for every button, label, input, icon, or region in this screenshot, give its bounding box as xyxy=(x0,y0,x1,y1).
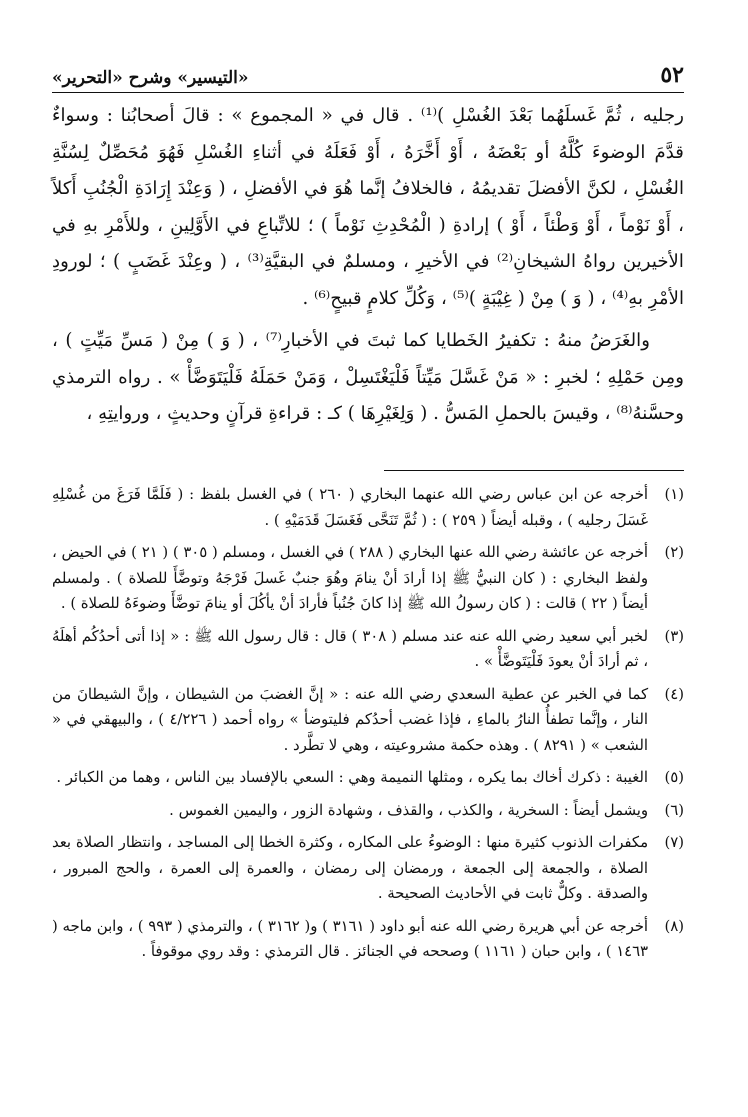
running-title: «التيسير» وشرح «التحرير» xyxy=(52,68,249,88)
footnote-text: ويشمل أيضاً : السخرية ، والكذب ، والقذف ، وشهادة الزور ، واليمين الغموس . xyxy=(169,801,648,819)
running-head xyxy=(52,58,684,88)
footnote-number: (٦) xyxy=(664,801,684,819)
footnotes xyxy=(52,482,684,972)
footnote-number: (٨) xyxy=(664,917,684,935)
footnote-divider xyxy=(384,470,684,471)
header-divider xyxy=(52,92,684,93)
footnote-item xyxy=(52,682,684,759)
footnote-item xyxy=(52,482,684,533)
footnote-item xyxy=(52,540,684,617)
footnote-text: الغيبة : ذكرك أخاك بما يكره ، ومثلها النميمة وهي : السعي بالإفساد بين الناس ، وهما من الكبائر . xyxy=(56,769,648,786)
footnote-text: أخرجه عن أبي هريرة رضي الله عنه أبو داود ( ٣١٦١ ) و( ٣١٦٢ ) ، والترمذي ( ٩٩٣ ) ، وابن ماجه ( ١٤٦٣ ) ، وابن حبان ( ١١٦١ ) وصححه في الجنائز . قال الترمذي : وقد روي موقوفاً . xyxy=(52,917,648,960)
footnote-number: (١) xyxy=(664,486,684,503)
footnote-number: (٢) xyxy=(664,544,684,561)
footnote-number: (٤) xyxy=(664,685,684,703)
footnote-item xyxy=(52,765,684,791)
footnote-item xyxy=(52,798,684,824)
footnote-item xyxy=(52,624,684,675)
footnote-text: أخرجه عن عائشة رضي الله عنها البخاري ( ٢٨٨ ) في الغسل ، ومسلم ( ٣٠٥ ) ( ٢١ ) في الحيض ، ولفظ البخاري : ( كان النبيُّ ﷺ إذا أرادَ أنْ ينامَ وهُوَ جنبٌ غَسلَ فَرْجَهُ وتوضَّأَ للصلاة ) . ولمسلم أيضاً ( ٢٢ ) قالت : ( كان رسولُ الله ﷺ إذا كانَ جُنُباً فأرادَ أنْ يأكُلَ أو ينامَ توضَّأَ وضوءَهُ للصلاة ) . xyxy=(52,544,648,612)
main-text xyxy=(52,98,684,433)
footnote-item xyxy=(52,830,684,907)
page-number: ٥٢ xyxy=(660,62,684,88)
footnote-number: (٥) xyxy=(664,769,684,786)
footnote-text: لخبر أبي سعيد رضي الله عنه عند مسلم ( ٣٠٨ ) قال : قال رسول الله ﷺ : « إذا أتى أحدُكُم أهلَهُ ، ثم أرادَ أنْ يعودَ فَلْيَتَوضَّأْ » . xyxy=(52,627,648,670)
footnote-number: (٧) xyxy=(664,834,684,851)
main-paragraph: رجليه ، ثُمَّ غَسلَهُما بَعْدَ الغُسْلِ )⁽¹⁾ . قال في « المجموع » : قالَ أصحابُنا : وسواءٌ قدَّمَ الوضوءَ كُلَّهُ أو بَعْضَهُ ، أَوْ أَخَّرَهُ ، أَوْ فَعَلَهُ في أثناءِ الغُسْلِ فَهُوَ مُحَصِّلٌ لِسُنَّةِ الغُسْلِ ، لكنَّ الأفضلَ تقديمُهُ ، فالخلافُ إنَّما هُوَ في الأفضلِ ، ( وَعِنْدَ إِرَادَةِ الْجُنُبِ أَكلاً ، أَوْ نَوْماً ، أَوْ وَطْئاً ، أَوْ ) إرادةِ ( الْمُحْدِثِ نَوْماً ) ؛ للاتِّباعِ في الأَوَّلِينِ ، وللأَمْرِ بهِ في الأخيرين رواهُ الشيخانِ⁽²⁾ في الأخيرِ ، ومسلمٌ في البقيَّةِ⁽³⁾ ، ( وعِنْدَ غَضَبٍ ) ؛ لورودِ الأمْرِ بهِ⁽⁴⁾ ، ( وَ ) مِنْ ( غِيْبَةٍ )⁽⁵⁾ ، وَكُلِّ كلامٍ قبيحٍ⁽⁶⁾ . xyxy=(52,105,684,309)
footnote-text: مكفرات الذنوب كثيرة منها : الوضوءُ على المكاره ، وكثرة الخطا إلى المساجد ، وانتظار الصلاة بعد الصلاة ، والجمعة إلى الجمعة ، ورمضان إلى رمضان ، والعمرة إلى العمرة ، والحج المبرور ، والصدقة . وكلٌّ ثابت في الأحاديث الصحيحة . xyxy=(52,834,648,902)
footnote-text: كما في الخبر عن عطية السعدي رضي الله عنه : « إنَّ الغضبَ من الشيطان ، وإنَّ الشيطانَ من النار ، وإنَّما تطفأُ النارُ بالماءِ ، فإذا غضب أحدُكم فليتوضأ » رواه أحمد ( ٤/٢٢٦ ) ، والبيهقي في « الشعب » ( ٨٢٩١ ) . وهذه حكمة مشروعيته ، وهي لا تطَّرد . xyxy=(52,685,648,754)
main-paragraph: والغَرَضُ منهُ : تكفيرُ الخَطايا كما ثبتَ في الأخبارِ⁽⁷⁾ ، ( وَ ) مِنْ ( مَسِّ مَيِّتٍ ) ، ومِن حَمْلِهِ ؛ لخبرِ : « مَنْ غَسَّلَ مَيِّتاً فَلْيَغْتَسِلْ ، وَمَنْ حَمَلَهُ فَلْيَتَوَضَّأْ » . رواه الترمذي وحسَّنهُ⁽⁸⁾ ، وقيسَ بالحملِ المَسُّ . ( وَلِغَيْرِهَا ) كـ : قراءةِ قرآنٍ وحديثٍ ، وروايتِهِ ، xyxy=(52,330,684,424)
footnote-number: (٣) xyxy=(664,627,684,645)
footnote-text: أخرجه عن ابن عباس رضي الله عنهما البخاري ( ٢٦٠ ) في الغسل بلفظ : ( فَلَمَّا فَرَغَ من غُسْلِهِ غَسَلَ رجليه ) ، وقبله أيضاً ( ٢٥٩ ) : ( ثُمَّ تَنَحَّى فَغَسَلَ قَدَمَيْهِ ) . xyxy=(52,486,648,529)
footnote-item xyxy=(52,914,684,965)
